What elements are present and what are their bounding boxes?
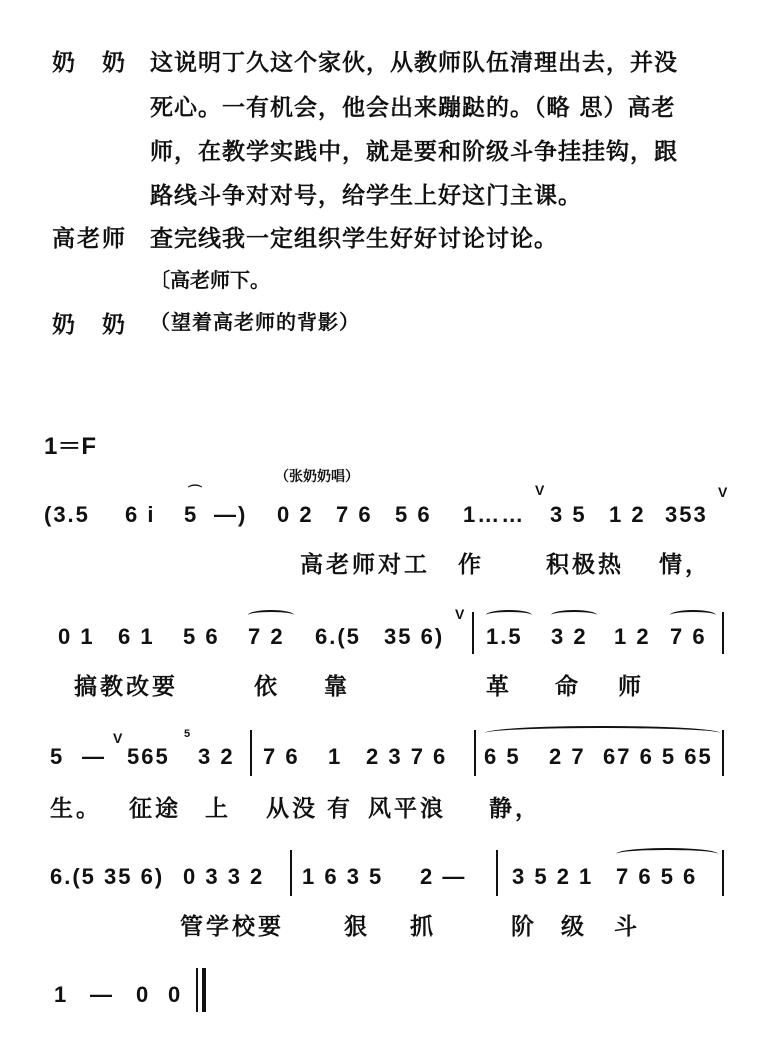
note-group: 1……: [463, 502, 526, 527]
bar-line: [722, 612, 724, 654]
lyric: 革: [486, 673, 512, 700]
lyric: 阶: [511, 913, 537, 940]
note-group: 0 1: [58, 624, 95, 649]
key-signature: 1＝F: [44, 433, 97, 460]
lyric: 靠: [324, 673, 350, 700]
note-group: 3 5: [550, 502, 587, 527]
speaker: 奶 奶: [52, 49, 127, 76]
breath-mark: V: [718, 484, 728, 500]
note-group: 7 6: [263, 744, 300, 769]
fermata-mark: ⌒: [188, 484, 202, 500]
note-group: 1 2: [609, 502, 646, 527]
dialogue-text: 师，在教学实践中，就是要和阶级斗争挂挂钩，跟: [150, 138, 678, 165]
bar-line: [472, 612, 474, 654]
lyric: 积极热: [546, 551, 624, 578]
note-group: 0 2: [277, 502, 314, 527]
lyric: 管学校要: [180, 913, 284, 940]
breath-mark: V: [455, 606, 465, 622]
stage-direction: 〔高老师下。: [150, 268, 270, 292]
note-group: 353: [665, 502, 708, 527]
note-group: 0: [168, 982, 183, 1007]
slur-mark: [551, 610, 597, 620]
lyric: 狠: [344, 913, 370, 940]
bar-line: [722, 850, 724, 896]
slur-mark: [248, 610, 294, 620]
slur-mark: [616, 848, 718, 860]
bar-line: [496, 850, 498, 896]
note-group: 6 i: [125, 502, 156, 527]
note-group: —: [90, 982, 114, 1007]
lyric: 静，: [489, 795, 541, 822]
dialogue-text: 死心。一有机会，他会出来蹦跶的。（略 思）高老: [150, 94, 676, 121]
grace-note: 5: [184, 728, 191, 740]
speaker: 奶 奶: [52, 311, 127, 338]
breath-mark: V: [535, 482, 545, 498]
bar-line: [290, 850, 292, 896]
note-group: 5 6: [395, 502, 432, 527]
note-group: 0: [136, 982, 151, 1007]
lyric: 抓: [410, 913, 436, 940]
speaker: 高老师: [52, 225, 127, 252]
lyric: 级: [561, 913, 587, 940]
bar-line: [474, 730, 476, 776]
lyric: 命: [555, 673, 581, 700]
note-group: —: [82, 744, 106, 769]
breath-mark: V: [113, 730, 123, 746]
lyric: 风平浪: [368, 795, 446, 822]
note-group: 35 6): [384, 624, 445, 649]
note-group: 2 3 7 6: [366, 744, 448, 769]
lyric: 征途: [129, 795, 181, 822]
note-group: 5: [50, 744, 65, 769]
slur-mark: [485, 726, 720, 740]
note-group: 7 2: [248, 624, 285, 649]
note-group: 0 3 3 2: [183, 864, 265, 889]
note-group: 6 1: [118, 624, 155, 649]
note-group: 1 6 3 5: [302, 864, 384, 889]
lyric: 情，: [659, 551, 711, 578]
lyric: 上: [205, 795, 231, 822]
note-group: 5 6: [183, 624, 220, 649]
lyric: 从没: [266, 795, 318, 822]
note-group: 7 6 5 6: [616, 864, 698, 889]
stage-direction: （望着高老师的背影）: [150, 310, 360, 334]
lyric: 生。: [50, 795, 102, 822]
slur-mark: [486, 610, 532, 620]
note-group: 1: [54, 982, 69, 1007]
note-group: 3 5 2 1: [512, 864, 594, 889]
lyric: 师: [618, 673, 644, 700]
lyric: 斗: [614, 913, 640, 940]
lyric: 作: [458, 551, 484, 578]
note-group: 1: [328, 744, 343, 769]
final-bar-line: [202, 968, 206, 1012]
note-group: 5: [184, 502, 199, 527]
note-group: (3.5: [44, 502, 90, 527]
lyric: 依: [254, 673, 280, 700]
lyric: 有: [327, 795, 353, 822]
note-group: 2 7: [549, 744, 586, 769]
note-group: 6.(5 35 6): [50, 864, 165, 889]
lyric: 高老师对工: [300, 551, 430, 578]
dialogue-text: 路线斗争对对号，给学生上好这门主课。: [150, 182, 582, 209]
dialogue-text: 查完线我一定组织学生好好讨论讨论。: [150, 225, 558, 252]
note-group: 1.5: [486, 624, 523, 649]
note-group: —): [214, 502, 248, 527]
note-group: 7 6: [336, 502, 373, 527]
final-bar-line: [196, 968, 198, 1012]
note-group: 6.(5: [315, 624, 361, 649]
note-group: 6 5: [484, 744, 521, 769]
bar-line: [250, 730, 252, 776]
lyric: 搞教改要: [74, 673, 178, 700]
note-group: 67 6 5 65: [603, 744, 713, 769]
dialogue-text: 这说明丁久这个家伙，从教师队伍清理出去，并没: [150, 49, 678, 76]
slur-mark: [670, 610, 716, 620]
singer-label: （张奶奶唱）: [275, 469, 359, 485]
bar-line: [722, 730, 724, 776]
note-group: 2 —: [420, 864, 467, 889]
note-group: 7 6: [670, 624, 707, 649]
note-group: 1 2: [614, 624, 651, 649]
note-group: 3 2: [198, 744, 235, 769]
note-group: 3 2: [551, 624, 588, 649]
note-group: 565: [127, 744, 170, 769]
